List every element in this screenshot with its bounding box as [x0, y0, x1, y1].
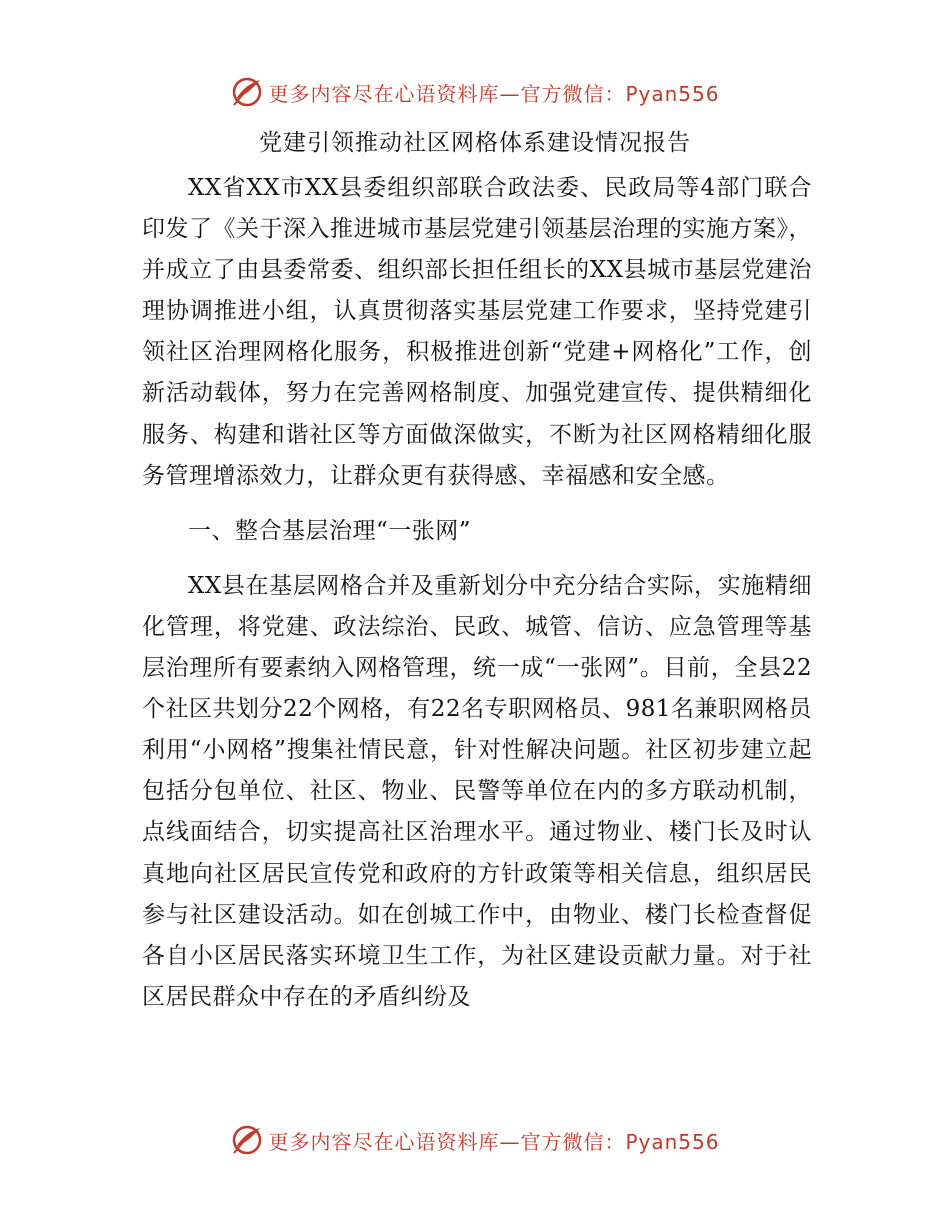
watermark-text: 更多内容尽在心语资料库—官方微信：Pyan556 — [268, 1129, 720, 1154]
document-title: 党建引领推动社区网格体系建设情况报告 — [259, 130, 691, 156]
feather-logo-icon — [230, 75, 264, 109]
section-heading-1: 一、整合基层治理“一张网” — [188, 517, 472, 544]
section-1-paragraph: XX县在基层网格合并及重新划分中充分结合实际，实施精细化管理，将党建、政法综治、民政、城管、信访、应急管理等基层治理所有要素纳入网格管理，统一成“一张网”。目前，全县22个社区共划分22个网格，有22名专职网格员、981名兼职网格员利用“小网格”搜集社情民意，针对性解决问题。社区初步建立起包括分包单位、社区、物业、民警等单位在内的多方联动机制，点线面结合，切实提高社区治理水平。通过物业、楼门长及时认真地向社区居民宣传党和政府的方针政策等相关信息，组织居民参与社区建设活动。如在创城工作中，由物业、楼门长检查督促各自小区居民落实环境卫生工作，为社区建设贡献力量。对于社区居民群众中存在的矛盾纠纷及 — [142, 572, 812, 1010]
watermark-banner-top — [0, 72, 950, 112]
watermark-text: 更多内容尽在心语资料库—官方微信：Pyan556 — [268, 81, 720, 106]
feather-logo-icon — [230, 1123, 264, 1157]
intro-paragraph: XX省XX市XX县委组织部联合政法委、民政局等4部门联合印发了《关于深入推进城市基层党建引领基层治理的实施方案》，并成立了由县委常委、组织部长担任组长的XX县城市基层党建治理协调推进小组，认真贯彻落实基层党建工作要求，坚持党建引领社区治理网格化服务，积极推进创新“党建+网格化”工作，创新活动载体，努力在完善网格制度、加强党建宣传、提供精细化服务、构建和谐社区等方面做深做实，不断为社区网格精细化服务管理增添效力，让群众更有获得感、幸福感和安全感。 — [142, 175, 812, 489]
watermark-banner-bottom — [0, 1120, 950, 1160]
document-body — [142, 168, 812, 1018]
